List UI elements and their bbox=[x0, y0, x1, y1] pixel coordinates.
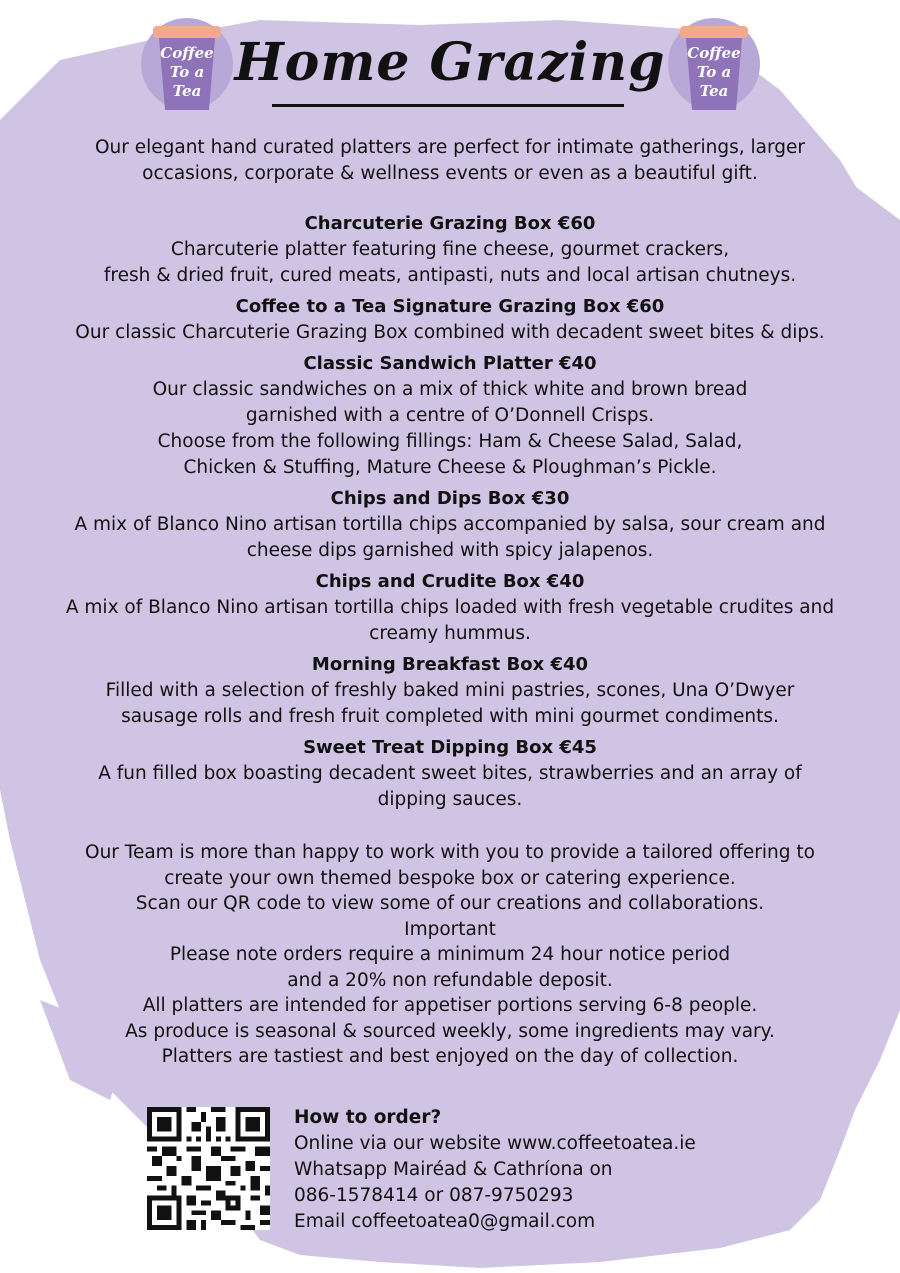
item-desc: A mix of Blanco Nino artisan tortilla chips loaded with fresh vegetable crudites and bbox=[65, 597, 835, 618]
item-desc: creamy hummus. bbox=[369, 623, 531, 644]
order-title: How to order? bbox=[294, 1107, 442, 1128]
item-title: Sweet Treat Dipping Box €45 bbox=[303, 737, 597, 758]
menu-items bbox=[0, 211, 900, 818]
menu-item bbox=[0, 294, 900, 346]
page-title: Home Grazing bbox=[234, 32, 666, 93]
coffee-to-a-tea-logo-right: Coffee To a Tea bbox=[666, 12, 762, 112]
item-desc: sausage rolls and fresh fruit completed with mini gourmet condiments. bbox=[121, 706, 779, 727]
item-desc: Choose from the following fillings: Ham & Cheese Salad, Salad, bbox=[157, 431, 743, 452]
item-desc: Chicken & Stuffing, Mature Cheese & Ploughman’s Pickle. bbox=[183, 457, 717, 478]
menu-item bbox=[0, 351, 900, 481]
item-desc: dipping sauces. bbox=[377, 789, 523, 810]
item-desc: Our classic sandwiches on a mix of thick white and brown bread bbox=[152, 379, 748, 400]
footer-notes: Our Team is more than happy to work with you to provide a tailored offering to create your own themed bespoke box or catering experience. Scan our QR code to view some of our creations and collaborations. Important Please note orders require a minimum 24 hour notice period and a 20% non refundable deposit. All platters are intended for appetiser portions serving 6-8 people. As produce is seasonal & sourced weekly, some ingredients may vary. Platters are tastiest and best enjoyed on the day of collection. bbox=[85, 842, 815, 1067]
item-title: Chips and Dips Box €30 bbox=[330, 488, 570, 509]
item-desc: fresh & dried fruit, cured meats, antipasti, nuts and local artisan chutneys. bbox=[103, 265, 797, 286]
item-desc: Filled with a selection of freshly baked mini pastries, scones, Una O’Dwyer bbox=[105, 680, 795, 701]
item-desc: Our classic Charcuterie Grazing Box combined with decadent sweet bites & dips. bbox=[75, 322, 825, 343]
order-phone-line[interactable]: 086-1578414 or 087-9750293 bbox=[294, 1185, 574, 1206]
title-underline bbox=[272, 104, 624, 107]
item-title: Chips and Crudite Box €40 bbox=[315, 571, 585, 592]
item-title: Charcuterie Grazing Box €60 bbox=[304, 213, 596, 234]
menu-item bbox=[0, 735, 900, 813]
menu-item bbox=[0, 652, 900, 730]
item-desc: A fun filled box boasting decadent sweet bites, strawberries and an array of bbox=[98, 763, 802, 784]
how-to-order bbox=[294, 1105, 814, 1235]
item-desc: cheese dips garnished with spicy jalapenos. bbox=[246, 540, 654, 561]
item-desc: A mix of Blanco Nino artisan tortilla chips accompanied by salsa, sour cream and bbox=[74, 514, 826, 535]
item-title: Coffee to a Tea Signature Grazing Box €60 bbox=[235, 296, 665, 317]
order-website-line[interactable]: Online via our website www.coffeetoatea.ie bbox=[294, 1133, 696, 1154]
item-desc: garnished with a centre of O’Donnell Crisps. bbox=[245, 405, 655, 426]
item-desc: Charcuterie platter featuring fine cheese, gourmet crackers, bbox=[170, 239, 730, 260]
order-email-line[interactable]: Email coffeetoatea0@gmail.com bbox=[294, 1211, 596, 1232]
menu-item bbox=[0, 569, 900, 647]
menu-item bbox=[0, 211, 900, 289]
menu-item bbox=[0, 486, 900, 564]
coffee-to-a-tea-logo-left: Coffee To a Tea bbox=[139, 12, 235, 112]
qr-code[interactable] bbox=[147, 1107, 270, 1230]
order-whatsapp-line: Whatsapp Mairéad & Cathríona on bbox=[294, 1159, 613, 1180]
item-title: Morning Breakfast Box €40 bbox=[311, 654, 589, 675]
item-title: Classic Sandwich Platter €40 bbox=[303, 353, 597, 374]
intro-paragraph: Our elegant hand curated platters are perfect for intimate gatherings, larger occasions, corporate & wellness events or even as a beautiful gift. bbox=[94, 137, 806, 184]
